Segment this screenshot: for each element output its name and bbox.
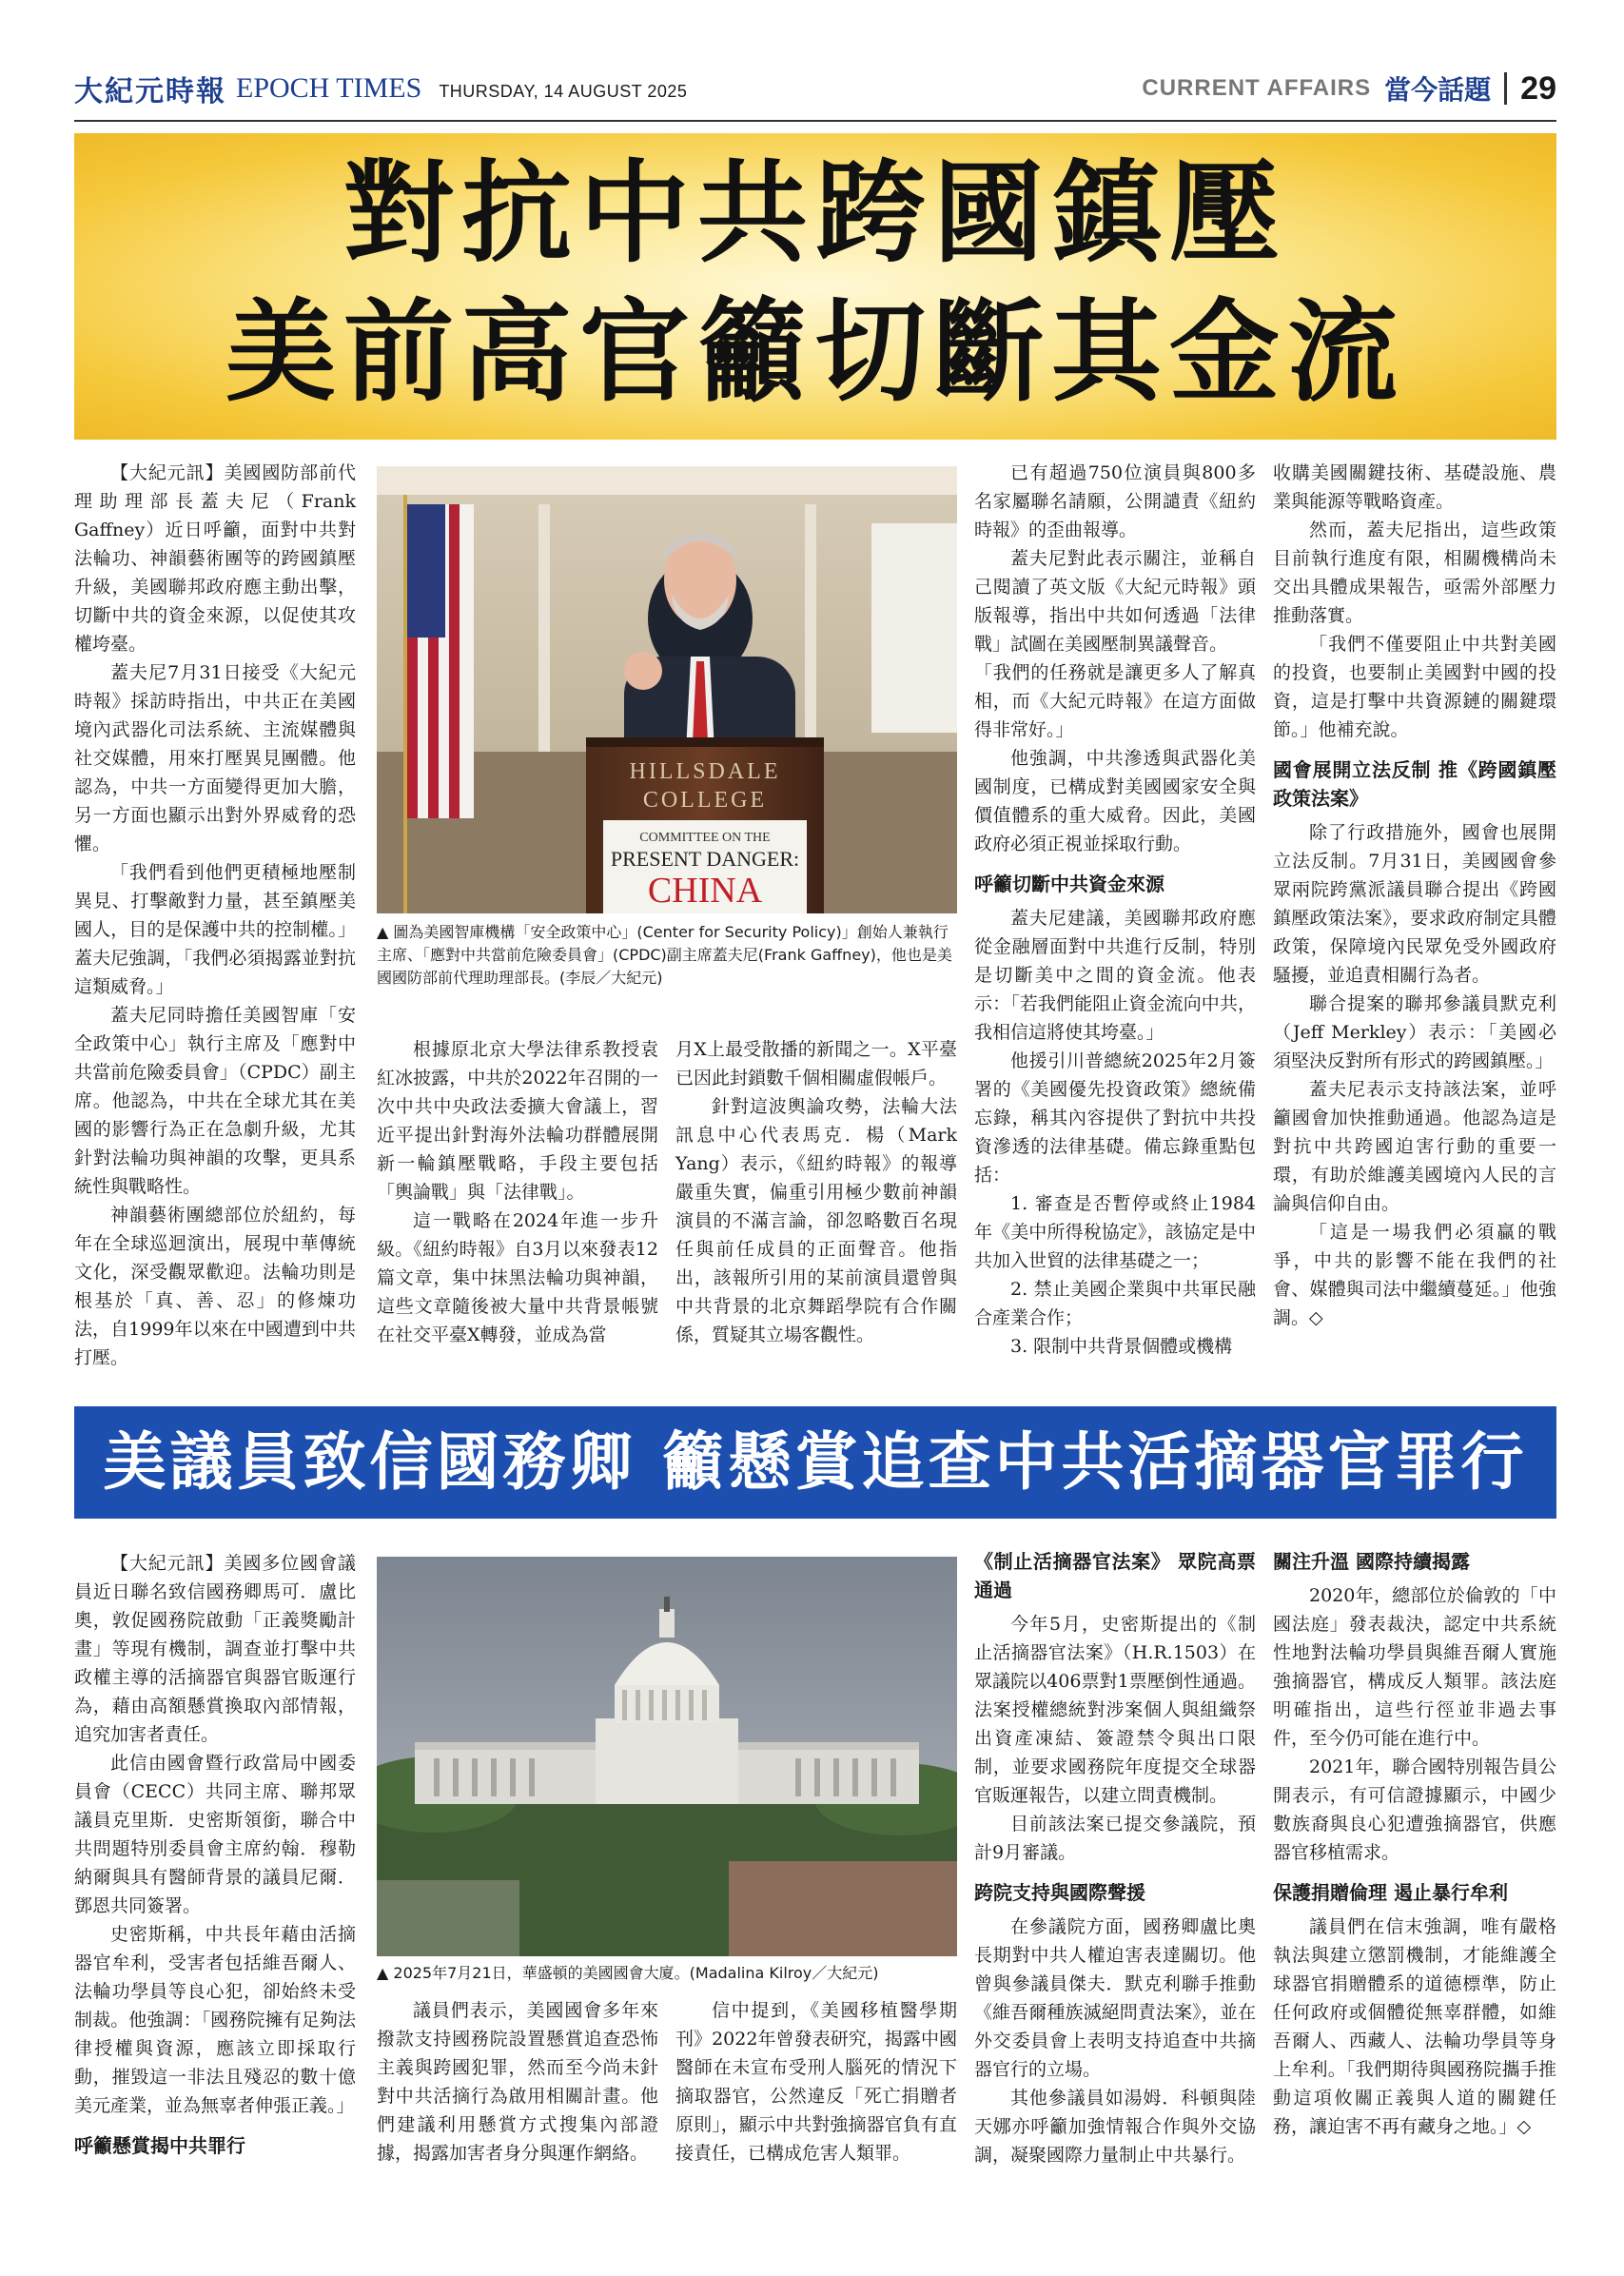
podium-sign-line3: CHINA — [647, 871, 763, 911]
speaker-photo-illustration — [377, 466, 957, 913]
page-number: 29 — [1520, 69, 1556, 107]
paragraph: 聯合提案的聯邦參議員默克利（Jeff Merkley）表示：「美國必須堅決反對所有形式的跨國鎮壓。」 — [1273, 993, 1556, 1071]
issue-date: THURSDAY, 14 AUGUST 2025 — [439, 81, 688, 101]
subheading: 跨院支持與國際聲援 — [974, 1881, 1145, 1904]
capitol-photo-illustration — [377, 1557, 957, 1956]
paragraph: 2020年，總部位於倫敦的「中國法庭」發表裁決，認定中共系統性地對法輪功學員與維吾爾人實施強摘器官，構成反人類罪。該法庭明確指出，這些行徑並非過去事件，至今仍可能在進行中。 — [1273, 1585, 1556, 1749]
paragraph: 蓋夫尼建議，美國聯邦政府應從金融層面對中共進行反制，特別是切斷美中之間的資金流。他表示：「若我們能阻止資金流向中共，我相信這將使其垮臺。」 — [974, 908, 1256, 1043]
paragraph: 【大紀元訊】美國國防部前代理助理部長蓋夫尼（Frank Gaffney）近日呼籲，面對中共對法輪功、神韻藝術團等的跨國鎮壓升級，美國聯邦政府應主動出擊，切斷中共的資金來源，以促使其攻權垮臺。 — [74, 462, 356, 655]
paragraph: 蓋夫尼對此表示關注，並稱自己閱讀了英文版《大紀元時報》頭版報導，指出中共如何透過「法律戰」試圖在美國壓制異議聲音。 — [974, 548, 1256, 655]
subheading: 關注升溫 國際持續揭露 — [1273, 1550, 1470, 1573]
paragraph: 此信由國會暨行政當局中國委員會（CECC）共同主席、聯邦眾議員克里斯．史密斯領銜，聯合中共問題特別委員會主席約翰．穆勒納爾與具有醫師背景的議員尼爾．鄧恩共同簽署。 — [74, 1753, 356, 1916]
podium-text-college: COLLEGE — [642, 788, 768, 813]
paragraph: 「我們的任務就是讓更多人了解真相，而《大紀元時報》在這方面做得非常好。」 — [974, 662, 1256, 740]
paragraph: 史密斯稱，中共長年藉由活摘器官牟利，受害者包括維吾爾人、法輪功學員等良心犯，卻始終未受制裁。他強調：「國務院擁有足夠法律授權與資源，應該立即採取行動，摧毀這一非法且殘忍的數十億美元產業，並為無辜者伸張正義。」 — [74, 1924, 356, 2116]
header-divider — [1504, 72, 1507, 105]
story1-column-4 — [974, 459, 1256, 1361]
headline-line1: 對抗中共跨國鎮壓 — [343, 148, 1287, 278]
paragraph: 信中提到，《美國移植醫學期刊》2022年曾發表研究，揭露中國醫師在未宣布受刑人腦死的情況下摘取器官，公然違反「死亡捐贈者原則」，顯示中共對強摘器官負有直接責任，已構成危害人類罪。 — [675, 2000, 957, 2164]
paragraph: 月X上最受散播的新聞之一。X平臺已因此封鎖數千個相關虛假帳戶。 — [675, 1039, 957, 1089]
paragraph: 他援引川普總統2025年2月簽署的《美國優先投資政策》總統備忘錄，稱其內容提供了對抗中共投資滲透的法律基礎。備忘錄重點包括： — [974, 1050, 1256, 1186]
story1-column-1 — [74, 459, 356, 1372]
paragraph: 針對這波輿論攻勢，法輪大法訊息中心代表馬克．楊（Mark Yang）表示，《紐約時報》的報導嚴重失實，偏重引用極少數前神韻演員的不滿言論，卻忽略數百名現任與前任成員的正面聲音。他指出，該報所引用的某前演員還曾與中共背景的北京舞蹈學院有合作關係，質疑其立場客觀性。 — [675, 1096, 957, 1345]
section-name-en: CURRENT AFFAIRS — [1142, 75, 1372, 101]
paragraph: 蓋夫尼表示支持該法案，並呼籲國會加快推動通過。他認為這是對抗中共跨國迫害行動的重要一環，有助於維護美國境內人民的言論與信仰自由。 — [1273, 1079, 1556, 1214]
paragraph: 議員們表示，美國國會多年來撥款支持國務院設置懸賞追查恐怖主義與跨國犯罪，然而至今尚未針對中共活摘行為啟用相關計畫。他們建議利用懸賞方式搜集內部證據，揭露加害者身分與運作網絡。 — [377, 2000, 658, 2164]
paragraph: 這一戰略在2024年進一步升級。《紐約時報》自3月以來發表12篇文章，集中抹黑法輪功與神韻，這些文章隨後被大量中共背景帳號在社交平臺X轉發，並成為當 — [377, 1210, 658, 1345]
story1-column-2 — [377, 1035, 658, 1349]
paragraph: 除了行政措施外，國會也展開立法反制。7月31日，美國國會參眾兩院跨黨派議員聯合提出《跨國鎮壓政策法案》，要求政府制定具體政策，保障境內民眾免受外國政府騷擾，並追責相關行為者。 — [1273, 822, 1556, 986]
subheading: 國會展開立法反制 推《跨國鎮壓政策法案》 — [1273, 758, 1556, 810]
subheading: 呼籲切斷中共資金來源 — [974, 873, 1164, 895]
paragraph: 在參議院方面，國務卿盧比奧長期對中共人權迫害表達關切。他曾與參議員傑夫．默克利聯手推動《維吾爾種族滅絕問責法案》，並在外交委員會上表明支持追查中共摘器官行的立場。 — [974, 1916, 1256, 2080]
paragraph: 其他參議員如湯姆．科頓與陸天娜亦呼籲加強情報合作與外交協調，凝聚國際力量制止中共暴行。 — [974, 2088, 1256, 2166]
story1-photo — [377, 466, 957, 913]
story2-column-1 — [74, 1549, 356, 2166]
paragraph: 「這是一場我們必須贏的戰爭，中共的影響不能在我們的社會、媒體與司法中繼續蔓延。」他強調。◇ — [1273, 1222, 1556, 1328]
story2-headline-banner — [74, 1406, 1556, 1519]
subheading: 保護捐贈倫理 遏止暴行牟利 — [1273, 1881, 1508, 1904]
story2-column-5 — [1273, 1547, 1556, 2141]
story1-column-5 — [1273, 459, 1556, 1332]
masthead-logo-en: EPOCH TIMES — [236, 72, 422, 104]
masthead-logo-cn: 大紀元時報 — [74, 75, 226, 108]
section-name-cn: 當今話題 — [1384, 74, 1492, 106]
podium-sign-line1: COMMITTEE ON THE — [639, 831, 771, 845]
paragraph: 神韻藝術團總部位於紐約，每年在全球巡迴演出，展現中華傳統文化，深受觀眾歡迎。法輪功則是根基於「真、善、忍」的修煉功法，自1999年以來在中國遭到中共打壓。 — [74, 1205, 356, 1368]
paragraph: 「我們看到他們更積極地壓制異見、打擊敵對力量，甚至鎮壓美國人，目的是保護中共的控制權。」蓋夫尼強調，「我們必須揭露並對抗這類威脅。」 — [74, 862, 356, 997]
paragraph: 收購美國關鍵技術、基礎設施、農業與能源等戰略資產。 — [1273, 462, 1556, 512]
story2-photo-caption: ▲ 2025年7月21日，華盛頓的美國國會大廈。(Madalina Kilroy／大紀元) — [377, 1964, 879, 1982]
paragraph: 然而，蓋夫尼指出，這些政策目前執行進度有限，相關機構尚未交出具體成果報告，亟需外部壓力推動落實。 — [1273, 520, 1556, 626]
subheading: 《制止活摘器官法案》 眾院高票通過 — [974, 1550, 1256, 1601]
paragraph: 2. 禁止美國企業與中共軍民融合產業合作； — [974, 1279, 1256, 1328]
paragraph: 1. 審查是否暫停或終止1984年《美中所得稅協定》，該協定是中共加入世貿的法律基礎之一； — [974, 1193, 1256, 1271]
story1-column-3 — [675, 1035, 957, 1349]
paragraph: 議員們在信末強調，唯有嚴格執法與建立懲罰機制，才能維護全球器官捐贈體系的道德標準，防止任何政府或個體從無辜群體，如維吾爾人、西藏人、法輪功學員等身上牟利。「我們期待與國務院攜手推動這項攸關正義與人道的關鍵任務，讓迫害不再有藏身之地。」◇ — [1273, 1916, 1556, 2137]
paragraph: 目前該法案已提交參議院，預計9月審議。 — [974, 1814, 1256, 1863]
header-rule — [74, 120, 1556, 122]
story1-photo-caption: ▲ 圖為美國智庫機構「安全政策中心」(Center for Security Policy)」創始人兼執行主席、「應對中共當前危險委員會」(CPDC)副主席蓋夫尼(Frank Gaffney)，他也是美國國防部前代理助理部長。(李辰／大紀元) — [377, 923, 952, 987]
story2-column-4 — [974, 1547, 1256, 2169]
paragraph: 【大紀元訊】美國多位國會議員近日聯名致信國務卿馬可．盧比奧，敦促國務院啟動「正義獎勵計畫」等現有機制，調查並打擊中共政權主導的活摘器官與器官販運行為，藉由高額懸賞換取內部情報，追究加害者責任。 — [74, 1553, 356, 1745]
podium-sign-line2: PRESENT DANGER: — [610, 847, 800, 871]
paragraph: 已有超過750位演員與800多名家屬聯名請願，公開譴責《紐約時報》的歪曲報導。 — [974, 462, 1256, 540]
paragraph: 蓋夫尼同時擔任美國智庫「安全政策中心」執行主席及「應對中共當前危險委員會」（CPDC）副主席。他認為，中共在全球尤其在美國的影響行為正在急劇升級，尤其針對法輪功與神韻的攻擊，更具系統性與戰略性。 — [74, 1005, 356, 1197]
headline-line2: 美前高官籲切斷其金流 — [225, 287, 1405, 417]
paragraph: 根據原北京大學法律系教授袁紅冰披露，中共於2022年召開的一次中共中央政法委擴大會議上，習近平提出針對海外法輪功群體展開新一輪鎮壓戰略，手段主要包括「輿論戰」與「法律戰」。 — [377, 1039, 658, 1203]
story2-column-3 — [675, 1996, 957, 2168]
paragraph: 2021年，聯合國特別報告員公開表示，有可信證據顯示，中國少數族裔與良心犯遭強摘器官，供應器官移植需求。 — [1273, 1756, 1556, 1863]
page-header — [74, 59, 1556, 118]
headline-banner — [74, 133, 1556, 440]
paragraph: 3. 限制中共背景個體或機構 — [1010, 1336, 1233, 1357]
podium-text-hillsdale: HILLSDALE — [629, 759, 781, 784]
paragraph: 他強調，中共滲透與武器化美國制度，已構成對美國國家安全與價值體系的重大威脅。因此，美國政府必須正視並採取行動。 — [974, 748, 1256, 854]
story2-column-2 — [377, 1996, 658, 2168]
story2-headline: 美議員致信國務卿 籲懸賞追查中共活摘器官罪行 — [103, 1425, 1528, 1499]
paragraph: 蓋夫尼7月31日接受《大紀元時報》採訪時指出，中共正在美國境內武器化司法系統、主流媒體與社交媒體，用來打壓異見團體。他認為，中共一方面變得更加大膽，另一方面也顯示出對外界威脅的恐懼。 — [74, 662, 356, 854]
story2-photo — [377, 1557, 957, 1956]
paragraph: 今年5月，史密斯提出的《制止活摘器官法案》（H.R.1503）在眾議院以406票對1票壓倒性通過。法案授權總統對涉案個人與組織祭出資產凍結、簽證禁令與出口限制，並要求國務院年度提交全球器官販運報告，以建立問責機制。 — [974, 1614, 1256, 1806]
subheading: 呼籲懸賞揭中共罪行 — [74, 2134, 245, 2157]
section-info — [1142, 69, 1556, 108]
paragraph: 「我們不僅要阻止中共對美國的投資，也要制止美國對中國的投資，這是打擊中共資源鏈的關鍵環節。」他補充說。 — [1273, 634, 1556, 740]
